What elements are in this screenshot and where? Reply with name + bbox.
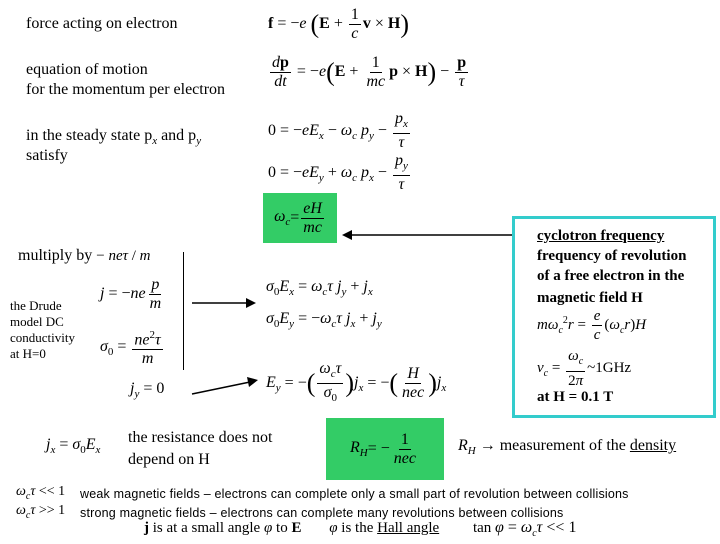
e-symbol: E xyxy=(291,520,302,536)
drude-line4: at H=0 xyxy=(10,346,46,361)
multiply-text: multiply by xyxy=(18,247,93,264)
tan-text: tan xyxy=(472,520,496,536)
force-label: force acting on electron xyxy=(26,15,178,32)
weak-field-text: weak magnetic fields – electrons can complete only a small part of revolution between collisions xyxy=(80,487,629,501)
arrow-to-cyclotron-formula xyxy=(340,228,520,242)
force-equation: f = −e (E + $\frac{1}{c}$ v × H) xyxy=(268,6,410,42)
hall-field-equation: $E_y$ = −( $\frac{\omega_c\tau}{\sigma_0}$ )$j_x$ = −( $\frac{H}{\text{nec}}$ )$j_x$ xyxy=(266,360,447,405)
steady-sub-y: y xyxy=(196,135,202,148)
cyclotron-title: cyclotron frequency xyxy=(537,228,665,244)
cyclotron-force-balance: $m\omega_c^2r$ = $\frac{e}{c}$ $(\omega_cr)H$ xyxy=(537,308,647,343)
ohm-law-equation: $j_x = \sigma_0E_x$ xyxy=(46,436,101,457)
cyclotron-line3: of a free electron in the xyxy=(537,268,685,284)
cyclotron-line4: magnetic field H xyxy=(537,290,643,306)
arrow-to-sigma-equations xyxy=(190,296,260,310)
nu-value: ~1GHz xyxy=(587,359,632,376)
drude-line2: model DC xyxy=(10,314,64,329)
angle-text: is at a small angle xyxy=(149,520,264,536)
small-angle-line: j is at a small angle φ to E φ is the Hall angle $\tan \varphi = \omega_c\tau << 1$ xyxy=(144,519,577,540)
weak-field-condition: $\omega_c\tau << 1$ xyxy=(16,484,66,502)
steady-state-label-line2: satisfy xyxy=(26,147,68,164)
cyclotron-info-box xyxy=(512,216,716,418)
hall-angle-link[interactable]: Hall angle xyxy=(377,520,440,536)
drude-line3: conductivity xyxy=(10,330,75,345)
sigma-equation-x: $\sigma_0E_x = \omega_c\tau$ $j_y + j_x$ xyxy=(266,278,373,299)
steady-and: and p xyxy=(157,127,197,144)
rh-sub: H xyxy=(467,445,476,458)
rh-text: → measurement of the xyxy=(475,437,630,454)
arrow-to-hall-field xyxy=(190,376,262,398)
resistance-line1: the resistance does not xyxy=(128,429,273,446)
strong-field-text: strong magnetic fields – electrons can complete many revolutions between collisions xyxy=(80,506,564,520)
multiply-label: multiply by − neτ / m xyxy=(18,247,151,264)
jy-zero-equation: $j_y = 0$ xyxy=(130,380,165,401)
current-equation: j = −ne $\frac{p}{m}$ xyxy=(100,276,162,312)
drude-conductivity-equation: $\sigma_0$ = $\frac{ne^2\tau}{m}$ xyxy=(100,326,165,368)
j-symbol: j xyxy=(144,520,149,536)
eom-label-line1: equation of motion xyxy=(26,61,148,78)
angle-to: to xyxy=(272,520,292,536)
strong-field-condition: $\omega_c\tau >> 1$ xyxy=(16,503,66,521)
density-link[interactable]: density xyxy=(629,437,677,454)
hall-coefficient-formula: $R_H$ = − $\frac{1}{\text{nec}}$ xyxy=(326,418,444,480)
resistance-line2: depend on H xyxy=(128,451,210,468)
separator-line xyxy=(183,252,184,370)
eom-label-line2: for the momentum per electron xyxy=(26,81,226,98)
cyclotron-frequency-formula: $\omega_c$ = $\frac{eH}{mc}$ xyxy=(263,193,337,243)
rh-symbol: R xyxy=(458,437,468,454)
drude-line1: the Drude xyxy=(10,298,62,313)
cyclotron-line2: frequency of revolution xyxy=(537,248,687,264)
field-value: at H = 0.1 T xyxy=(537,389,614,405)
steady-text: in the steady state p xyxy=(26,127,153,144)
steady-equation-y: $0 = -eE_y + \omega_c$ $p_x$ − $\frac{p_y}{\tau}$ xyxy=(268,152,408,194)
motion-equation: $\frac{dp}{dt}$ = −e(E + $\frac{1}{mc}$ p × H) − $\frac{p}{\tau}$ xyxy=(272,54,467,90)
steady-equation-x: $0 = -eE_x - \omega_c$ $p_y$ − $\frac{p_x}{\tau}$ xyxy=(268,110,408,152)
sigma-equation-y: $\sigma_0E_y = -\omega_c\tau$ $j_x + j_y$ xyxy=(266,310,382,331)
hall-pre: is the xyxy=(337,520,378,536)
steady-sub-x: x xyxy=(152,135,158,148)
hall-measurement-label xyxy=(458,436,676,461)
cyclotron-frequency-estimate: $\nu_c$ = $\frac{\omega_c}{2\pi}$ ~1GHz xyxy=(537,348,632,389)
